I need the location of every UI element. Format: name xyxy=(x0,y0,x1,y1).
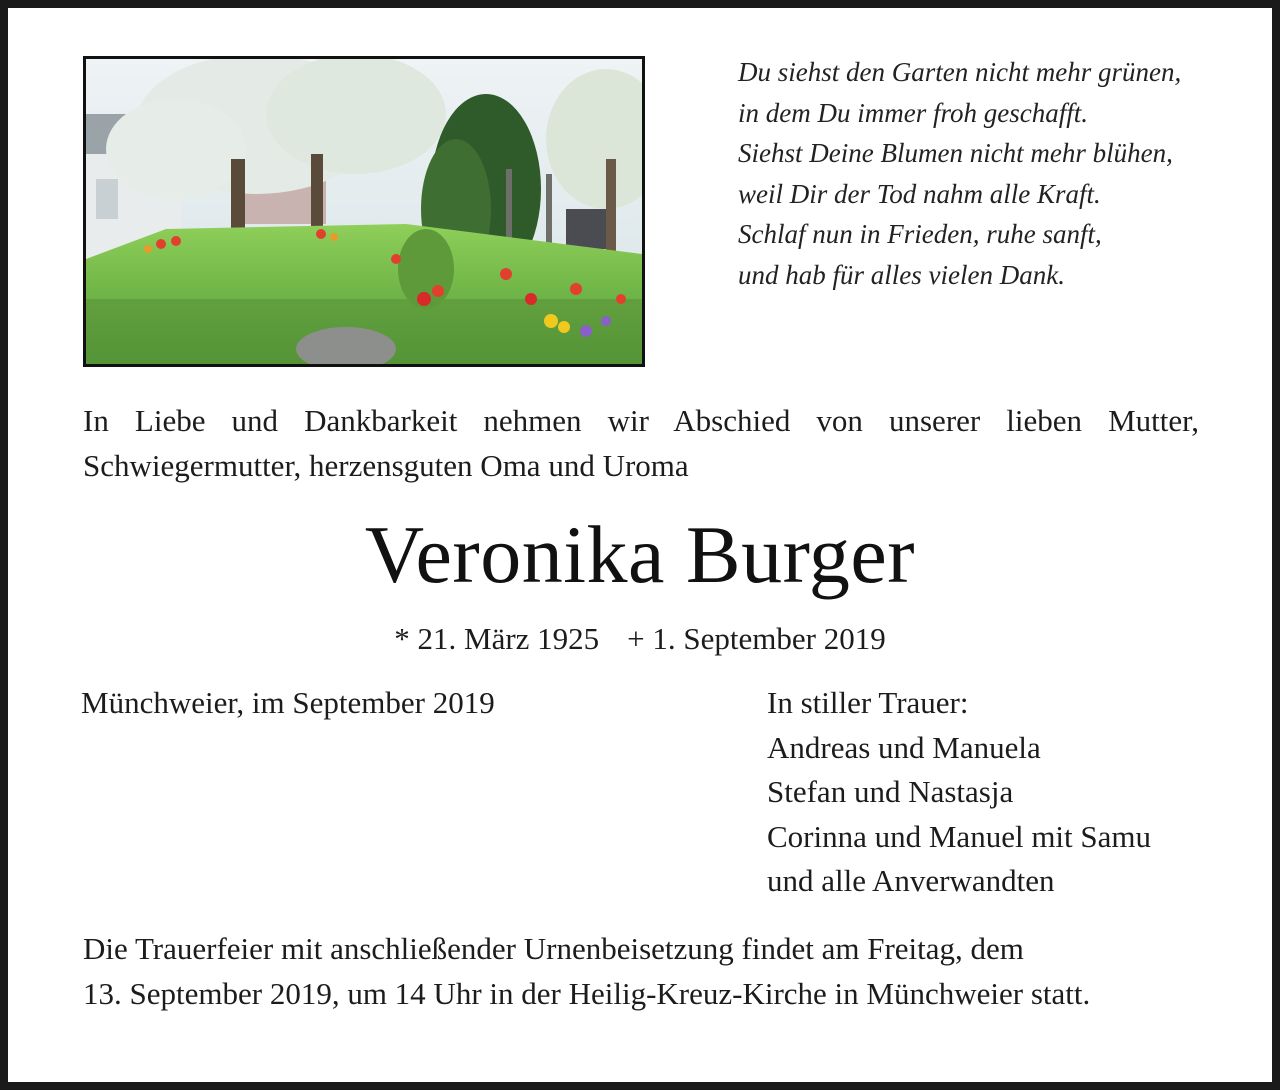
mourners-list xyxy=(767,681,1151,904)
poem-line: Siehst Deine Blumen nicht mehr blühen, xyxy=(738,138,1173,168)
place-and-date: Münchweier, im September 2019 xyxy=(81,685,495,720)
mourner: Andreas und Manuela xyxy=(767,729,1041,765)
funeral-notice xyxy=(83,926,1203,1016)
mourners-heading: In stiller Trauer: xyxy=(767,685,969,720)
garden-image xyxy=(86,59,642,364)
mourner: Stefan und Nastasja xyxy=(767,774,1014,810)
deceased-name: Veronika Burger xyxy=(364,509,916,600)
mourner: und alle Anverwandten xyxy=(767,863,1055,899)
poem xyxy=(738,52,1218,295)
poem-line: in dem Du immer froh geschafft. xyxy=(738,97,1088,128)
funeral-line: 13. September 2019, um 14 Uhr in der Heilig-Kreuz-Kirche in Münchweier statt. xyxy=(83,976,1091,1011)
death-date: + 1. September 2019 xyxy=(627,621,886,656)
birth-date: * 21. März 1925 xyxy=(394,621,600,656)
mourner: Corinna und Manuel mit Samu xyxy=(767,818,1152,854)
intro-text xyxy=(83,398,1199,488)
intro-line: In Liebe und Dankbarkeit nehmen wir Abschied von unserer lieben Mutter, xyxy=(83,403,1199,438)
poem-line: Schlaf nun in Frieden, ruhe sanft, xyxy=(738,219,1102,249)
poem-line: weil Dir der Tod nahm alle Kraft. xyxy=(738,178,1101,209)
intro-line: Schwiegermutter, herzensguten Oma und Uroma xyxy=(83,448,689,483)
poem-line: Du siehst den Garten nicht mehr grünen, xyxy=(738,57,1182,87)
life-dates xyxy=(0,617,1280,661)
poem-line: und hab für alles vielen Dank. xyxy=(738,259,1065,290)
funeral-line: Die Trauerfeier mit anschließender Urnenbeisetzung findet am Freitag, dem xyxy=(83,931,1024,966)
garden-photo xyxy=(83,56,645,367)
